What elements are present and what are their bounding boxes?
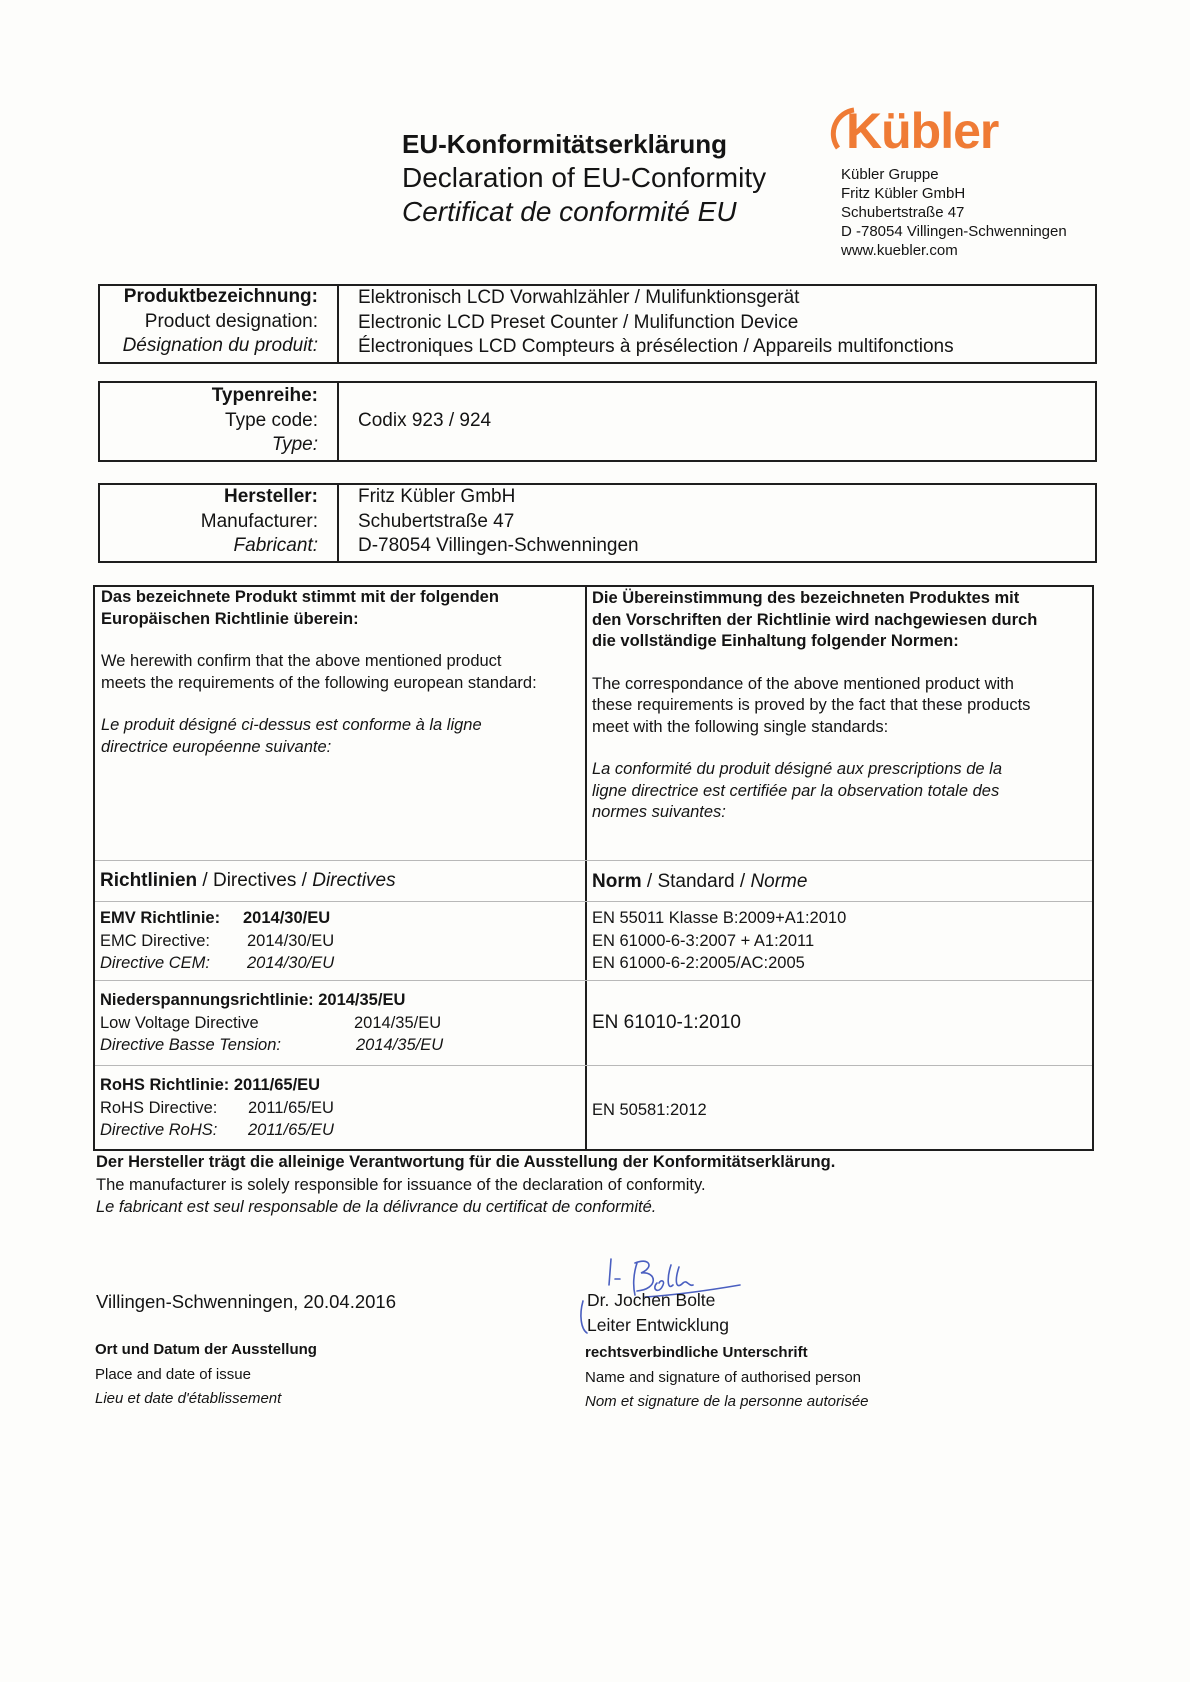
standard-item: EN 61000-6-2:2005/AC:2005 — [592, 954, 805, 972]
separator: / — [197, 870, 213, 891]
header-de: Norm — [592, 871, 642, 892]
standard-item: EN 55011 Klasse B:2009+A1:2010 — [592, 909, 847, 927]
header-en: Directives — [212, 870, 297, 891]
row-separator — [95, 860, 1092, 861]
company-street: Schubertstraße 47 — [841, 204, 965, 221]
conformity-right-text — [592, 588, 1087, 824]
signature-labels — [585, 1341, 869, 1415]
right-fr-line2: ligne directrice est certifiée par la observation totale des — [592, 781, 1000, 800]
type-code-box — [98, 381, 1097, 462]
product-value-en: Electronic LCD Preset Counter / Mulifunction Device — [358, 311, 799, 333]
title-de: EU-Konformitätserklärung — [402, 129, 728, 159]
responsibility-de: Der Hersteller trägt die alleinige Verantwortung für die Ausstellung der Konformitätserklärung. — [96, 1153, 836, 1171]
manufacturer-line1: Fritz Kübler GmbH — [358, 486, 516, 507]
responsibility-en: The manufacturer is solely responsible for issuance of the declaration of conformity. — [96, 1175, 706, 1194]
directive-value-en: 2014/30/EU — [247, 931, 335, 950]
divider — [337, 286, 339, 362]
place-date-label-de: Ort und Datum der Ausstellung — [95, 1341, 317, 1358]
kuebler-logo — [826, 104, 1056, 160]
title-fr: Certificat de conformité EU — [402, 196, 737, 227]
directive-label-fr: Directive Basse Tension: — [100, 1036, 281, 1054]
place-date-labels — [95, 1338, 317, 1412]
directive-label-en: Low Voltage Directive — [100, 1013, 259, 1032]
standards-row-rohs — [592, 1100, 707, 1122]
company-city: D -78054 Villingen-Schwenningen — [841, 223, 1067, 240]
product-designation-box — [98, 284, 1097, 364]
signatory-block — [587, 1288, 729, 1338]
left-fr-line2: directrice européenne suivante: — [101, 737, 332, 756]
manufacturer-label-fr: Fabricant: — [233, 535, 318, 556]
place-date-value: Villingen-Schwenningen, 20.04.2016 — [96, 1291, 397, 1312]
responsibility-statement — [96, 1151, 835, 1219]
directive-label-de: EMV Richtlinie: — [100, 909, 221, 927]
header-en: Standard — [657, 871, 735, 892]
right-fr-line3: normes suivantes: — [592, 803, 726, 821]
right-fr-line1: La conformité du produit désigné aux prescriptions de la — [592, 760, 1002, 778]
type-label-de: Typenreihe: — [211, 385, 318, 406]
product-label-en: Product designation: — [144, 310, 318, 332]
signature-label-de: rechtsverbindliche Unterschrift — [585, 1344, 808, 1361]
right-en-line2: these requirements is proved by the fact that these products — [592, 696, 1031, 714]
type-label-en: Type code: — [225, 409, 318, 431]
manufacturer-label-de: Hersteller: — [224, 486, 318, 507]
row-separator — [95, 1065, 1092, 1066]
document-title — [402, 127, 802, 229]
header-fr: Norme — [750, 871, 808, 892]
left-en-line2: meets the requirements of the following european standard: — [101, 673, 537, 692]
product-value-fr: Électroniques LCD Compteurs à présélection / Appareils multifonctions — [358, 336, 954, 357]
directive-value-en: 2014/35/EU — [354, 1013, 442, 1032]
manufacturer-label-en: Manufacturer: — [200, 510, 318, 532]
row-separator — [95, 980, 1092, 981]
directive-value-fr: 2014/35/EU — [356, 1036, 444, 1054]
directive-label-fr: Directive CEM: — [100, 954, 211, 972]
directive-row-emv — [100, 907, 334, 975]
directive-label-en: RoHS Directive: — [100, 1098, 218, 1117]
standards-row-emv — [592, 907, 846, 975]
directive-value-de: 2014/35/EU — [318, 991, 406, 1009]
divider — [337, 383, 339, 460]
column-header-directives — [100, 869, 396, 894]
standards-row-low-voltage — [592, 1011, 741, 1036]
signature-label-fr: Nom et signature de la personne autorisée — [585, 1393, 869, 1410]
right-de-line3: die vollständige Einhaltung folgender Normen: — [592, 632, 959, 650]
divider — [337, 485, 339, 561]
directive-value-en: 2011/65/EU — [248, 1098, 334, 1117]
directive-label-de: Niederspannungsrichtlinie: — [100, 991, 314, 1009]
standard-item: EN 50581:2012 — [592, 1101, 707, 1119]
conformity-left-text — [101, 587, 581, 758]
manufacturer-box — [98, 483, 1097, 563]
separator: / — [641, 871, 658, 892]
header-fr: Directives — [312, 870, 396, 891]
left-fr-line1: Le produit désigné ci-dessus est conforme à la ligne — [101, 716, 482, 734]
directive-row-low-voltage — [100, 989, 443, 1057]
place-date-label-fr: Lieu et date d'établissement — [95, 1390, 282, 1407]
directive-value-de: 2011/65/EU — [233, 1076, 321, 1094]
conformity-table — [93, 585, 1094, 1151]
product-label-fr: Désignation du produit: — [122, 335, 318, 356]
product-label-de: Produktbezeichnung: — [123, 286, 318, 307]
directive-value-fr: 2011/65/EU — [248, 1121, 334, 1139]
left-de-line2: Europäischen Richtlinie überein: — [101, 609, 359, 628]
type-label-fr: Type: — [271, 434, 318, 455]
right-de-line2: den Vorschriften der Richtlinie wird nachgewiesen durch — [592, 610, 1038, 629]
company-address — [841, 165, 1067, 260]
company-name: Fritz Kübler GmbH — [841, 185, 966, 202]
company-group: Kübler Gruppe — [841, 166, 939, 183]
column-header-standards — [592, 870, 807, 895]
product-value-de: Elektronisch LCD Vorwahlzähler / Mulifunktionsgerät — [358, 287, 800, 308]
directive-label-en: EMC Directive: — [100, 931, 211, 950]
left-en-line1: We herewith confirm that the above mentioned product — [101, 652, 502, 670]
left-de-line1: Das bezeichnete Produkt stimmt mit der folgenden — [101, 588, 499, 606]
signatory-name: Dr. Jochen Bolte — [587, 1290, 716, 1310]
type-value: Codix 923 / 924 — [358, 410, 492, 431]
company-web: www.kuebler.com — [841, 242, 958, 259]
right-en-line1: The correspondance of the above mentioned product with — [592, 674, 1014, 693]
directive-value-de: 2014/30/EU — [243, 909, 331, 927]
logo-wordmark: Kübler — [846, 103, 999, 159]
standard-item: EN 61010-1:2010 — [592, 1012, 741, 1033]
signatory-title: Leiter Entwicklung — [587, 1315, 730, 1335]
right-en-line3: meet with the following single standards: — [592, 717, 889, 736]
directive-label-de: RoHS Richtlinie: — [100, 1076, 230, 1094]
signature-label-en: Name and signature of authorised person — [585, 1368, 862, 1386]
place-date-label-en: Place and date of issue — [95, 1365, 251, 1383]
separator: / — [296, 870, 313, 891]
manufacturer-line2: Schubertstraße 47 — [358, 510, 515, 532]
directive-value-fr: 2014/30/EU — [247, 954, 335, 972]
directive-row-rohs — [100, 1074, 334, 1142]
right-de-line1: Die Übereinstimmung des bezeichneten Produktes mit — [592, 589, 1020, 607]
title-en: Declaration of EU-Conformity — [402, 162, 767, 193]
standard-item: EN 61000-6-3:2007 + A1:2011 — [592, 931, 815, 950]
separator: / — [734, 871, 751, 892]
row-separator — [95, 901, 1092, 902]
manufacturer-line3: D-78054 Villingen-Schwenningen — [358, 535, 639, 556]
header-de: Richtlinien — [100, 870, 198, 891]
directive-label-fr: Directive RoHS: — [100, 1121, 218, 1139]
responsibility-fr: Le fabricant est seul responsable de la délivrance du certificat de conformité. — [96, 1198, 657, 1216]
